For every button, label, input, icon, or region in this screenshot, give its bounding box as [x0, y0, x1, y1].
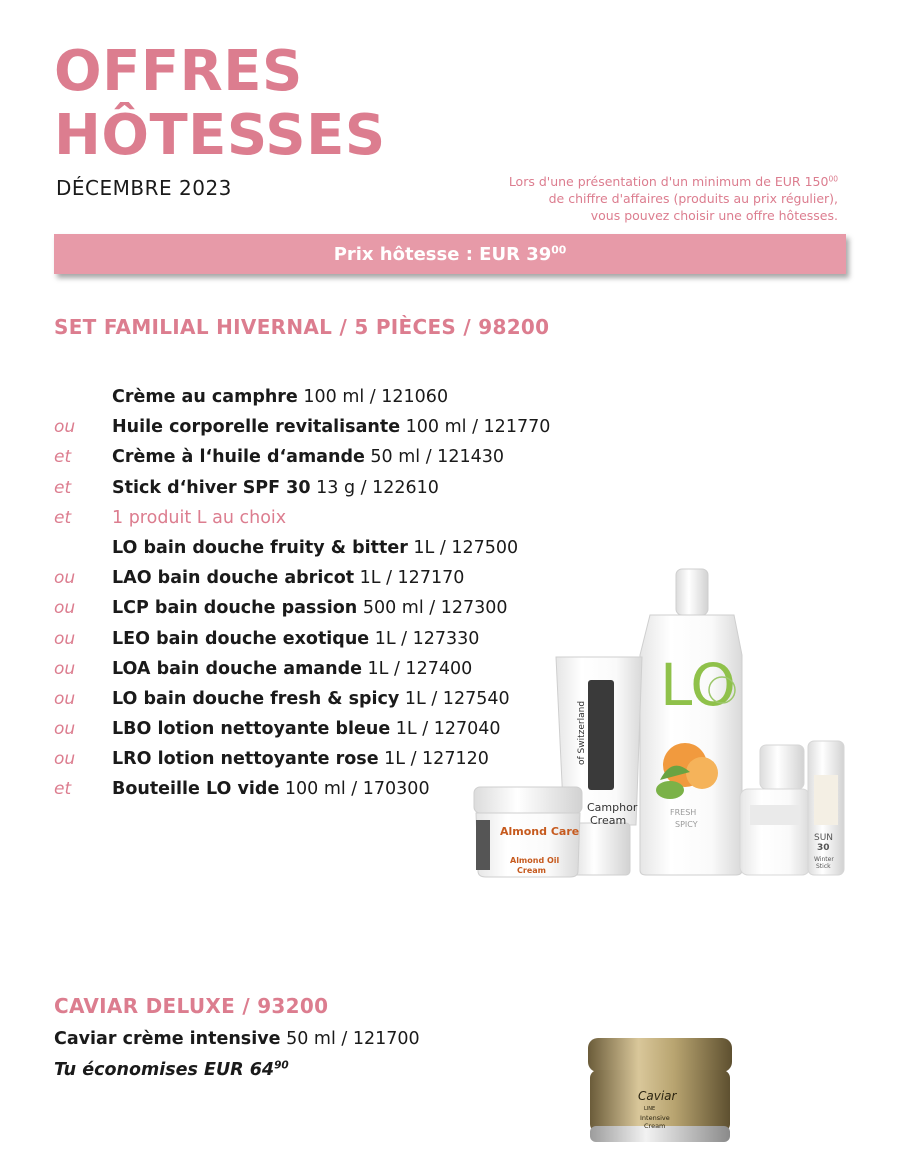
- item-name-line: [112, 595, 508, 621]
- item-connector: ou: [54, 598, 76, 619]
- item-name: LRO lotion nettoyante rose: [112, 749, 379, 770]
- item-name: LOA bain douche amande: [112, 658, 362, 679]
- svg-text:SPICY: SPICY: [675, 820, 698, 829]
- price-band: [54, 234, 846, 274]
- item-name: Crème au camphre: [112, 387, 298, 407]
- intro-line-1: Lors d'une présentation d'un minimum de EUR $150^{00}$: [508, 174, 838, 189]
- caviar-title: CAVIAR DELUXE / 93200: [54, 994, 329, 1018]
- item-name: Crème à l‘huile d‘amande: [112, 447, 365, 468]
- set-product-image: [470, 565, 872, 880]
- lo-label: LO: [660, 651, 736, 719]
- caviar-product-spec: 50 ml / 121700: [280, 1029, 420, 1049]
- item-spec: 13 g / 122610: [310, 477, 439, 498]
- item-name-line: [112, 686, 510, 712]
- item-connector: ou: [54, 568, 76, 589]
- svg-text:Camphor: Camphor: [587, 801, 638, 814]
- lo-bottle: [640, 569, 742, 875]
- item-name-line: [112, 565, 464, 591]
- svg-text:30: 30: [817, 843, 830, 853]
- item-name: 1 produit L au choix: [112, 507, 287, 528]
- svg-text:of Switzerland: of Switzerland: [577, 700, 587, 765]
- item-spec: 100 ml / 170300: [279, 779, 430, 800]
- svg-text:Caviar: Caviar: [638, 1089, 677, 1103]
- item-name-line: [112, 626, 479, 652]
- item-name-line: [112, 776, 430, 802]
- set-title: SET FAMILIAL HIVERNAL / 5 PIÈCES / 98200: [54, 315, 550, 339]
- svg-text:Cream: Cream: [590, 814, 627, 827]
- item-connector: ou: [54, 628, 76, 649]
- caviar-jar-image: [580, 1030, 740, 1148]
- item-spec: 1L / 127120: [378, 749, 489, 770]
- svg-text:Intensive: Intensive: [640, 1114, 670, 1122]
- item-name: LAO bain douche abricot: [112, 568, 355, 589]
- item-connector: ou: [54, 658, 76, 679]
- item-spec: 100 ml / 121060: [297, 387, 449, 407]
- item-connector: et: [54, 447, 72, 468]
- caviar-product-line: [54, 1029, 420, 1049]
- item-name: LCP bain douche passion: [112, 598, 358, 619]
- item-name-line: [112, 746, 489, 772]
- title-line-1: OFFRES: [54, 39, 303, 104]
- item-name: Bouteille LO vide: [112, 779, 280, 800]
- item-connector: ou: [54, 719, 76, 740]
- svg-text:Almond Care: Almond Care: [500, 825, 580, 838]
- caviar-product-name: Caviar crème intensive: [54, 1029, 281, 1049]
- item-name-line: [112, 414, 550, 440]
- page-title: [54, 40, 386, 168]
- item-spec: 50 ml / 121430: [364, 447, 504, 468]
- item-spec: 1L / 127540: [399, 688, 510, 709]
- svg-text:FRESH: FRESH: [670, 808, 697, 817]
- intro-line-2: de chiffre d'affaires (produits au prix régulier),: [548, 191, 838, 206]
- item-connector: ou: [54, 688, 76, 709]
- intro-text: [458, 173, 838, 224]
- item-name-line: [112, 505, 286, 531]
- item-connector: et: [54, 477, 72, 498]
- intro-line-3: vous pouvez choisir une offre hôtesses.: [590, 208, 838, 223]
- item-name: Stick d‘hiver SPF 30: [112, 477, 311, 498]
- item-name-line: [112, 716, 501, 742]
- caviar-savings: Tu économises EUR $64^{90}$: [54, 1059, 289, 1080]
- almond-jar: [474, 787, 582, 877]
- item-name: LBO lotion nettoyante bleue: [112, 719, 391, 740]
- item-spec: 1L / 127330: [369, 628, 480, 649]
- item-spec: 500 ml / 127300: [357, 598, 508, 619]
- item-name: LEO bain douche exotique: [112, 628, 370, 649]
- item-spec: 1L / 127500: [407, 537, 519, 558]
- item-name: Huile corporelle revitalisante: [112, 417, 401, 438]
- item-name: LO bain douche fresh & spicy: [112, 688, 400, 709]
- svg-text:Stick: Stick: [816, 863, 831, 870]
- svg-text:Winter: Winter: [814, 856, 834, 863]
- item-spec: 1L / 127170: [354, 568, 465, 589]
- item-name-line: [112, 656, 472, 682]
- title-line-2: HÔTESSES: [54, 103, 386, 168]
- item-name-line: [112, 384, 448, 410]
- item-spec: 100 ml / 121770: [400, 417, 551, 438]
- empty-bottle: [740, 745, 810, 875]
- svg-text:Almond Oil: Almond Oil: [510, 856, 560, 865]
- item-name-line: [112, 535, 518, 561]
- item-connector: ou: [54, 749, 76, 770]
- svg-text:Cream: Cream: [644, 1122, 666, 1130]
- svg-text:LINE: LINE: [644, 1106, 656, 1112]
- item-connector: et: [54, 507, 72, 528]
- item-name-line: [112, 475, 439, 501]
- item-name: LO bain douche fruity & bitter: [112, 537, 408, 558]
- item-name-line: [112, 444, 504, 470]
- offer-date: DÉCEMBRE 2023: [56, 176, 232, 200]
- winter-stick: [808, 741, 844, 875]
- svg-text:Cream: Cream: [517, 866, 546, 875]
- price-label: Prix hôtesse : EUR $39^{00}$: [333, 243, 567, 265]
- item-connector: et: [54, 779, 72, 800]
- item-spec: 1L / 127040: [390, 719, 501, 740]
- item-spec: 1L / 127400: [361, 658, 473, 679]
- item-connector: ou: [54, 417, 76, 438]
- svg-text:SUN: SUN: [814, 833, 834, 843]
